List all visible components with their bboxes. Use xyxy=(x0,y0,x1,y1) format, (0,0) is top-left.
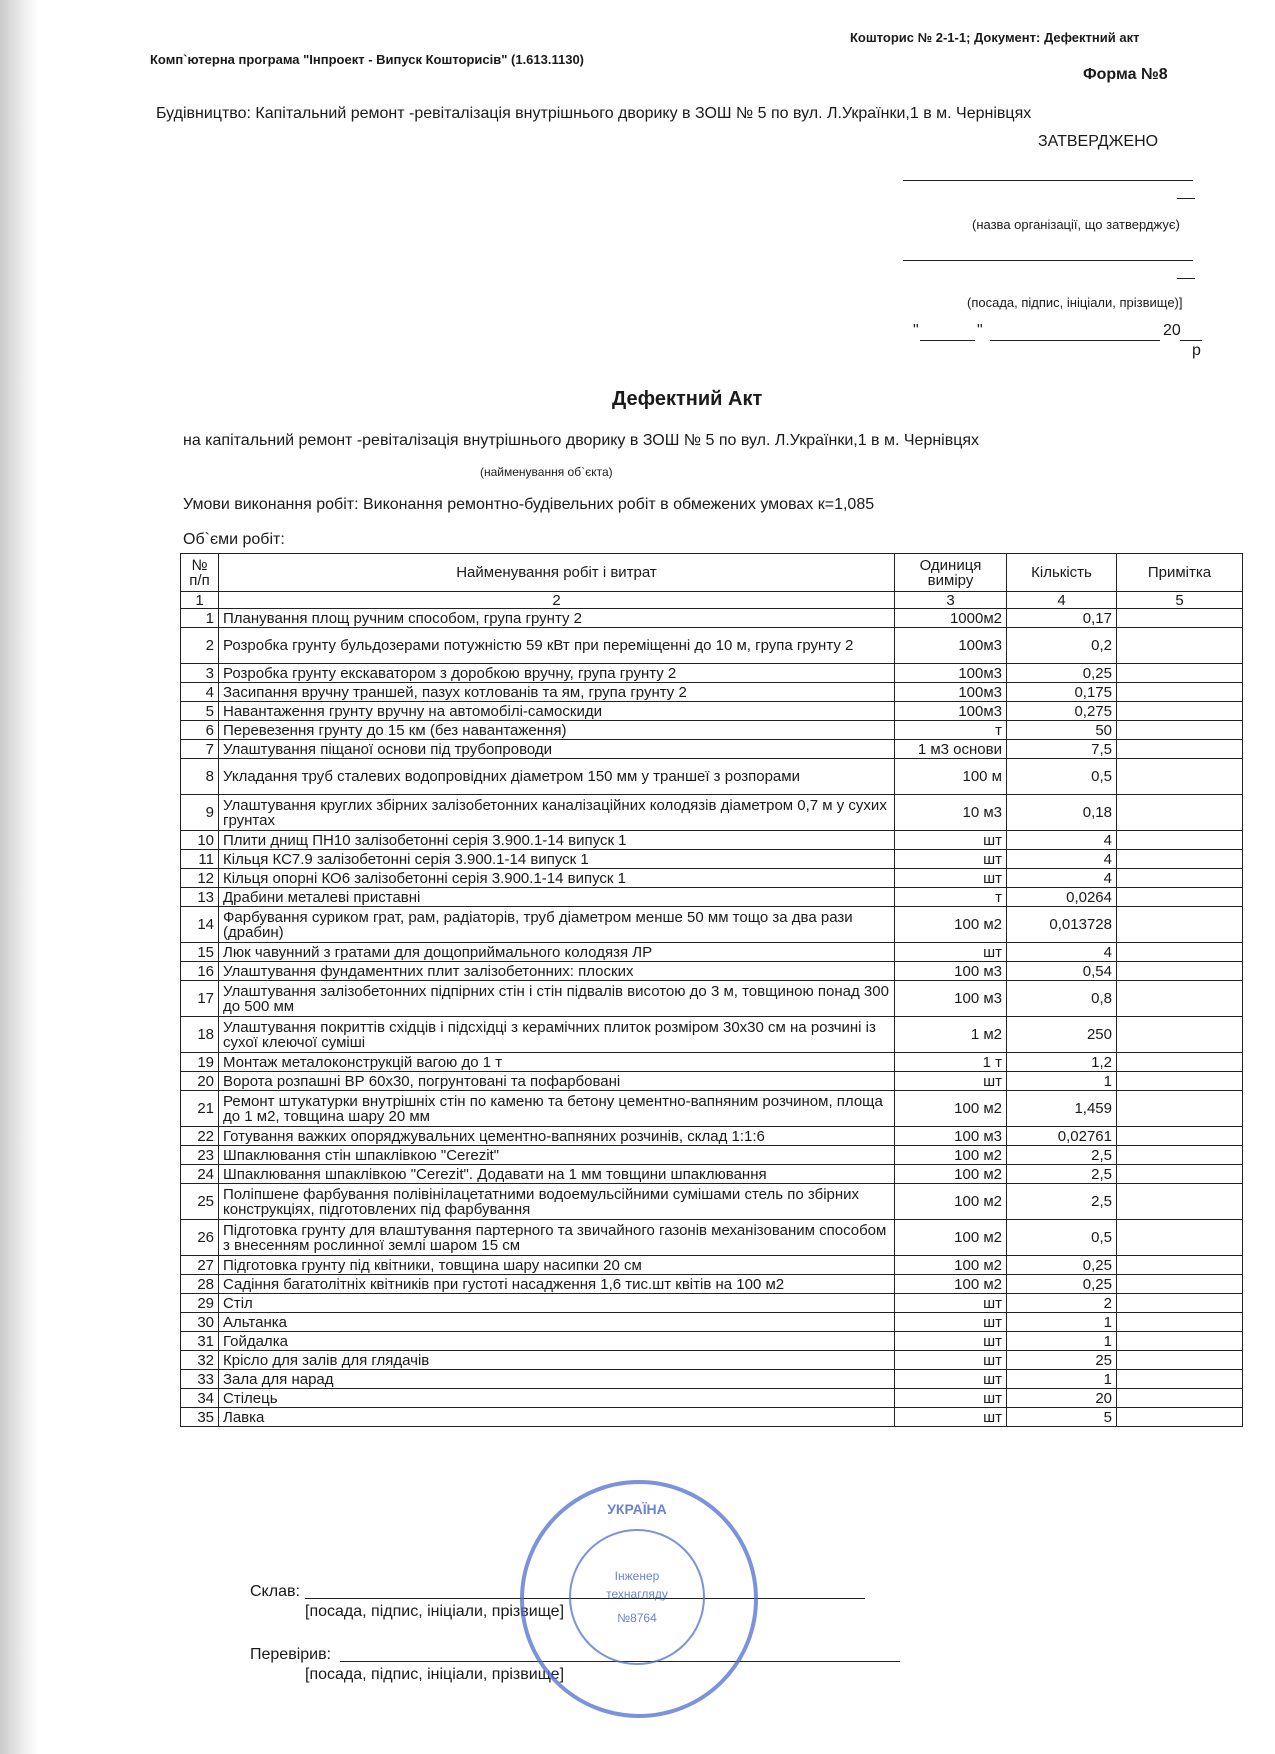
table-row xyxy=(181,664,1243,683)
row-work-name: Засипання вручну траншей, пазух котлованів та ям, група грунту 2 xyxy=(219,683,895,702)
row-number: 30 xyxy=(181,1313,219,1332)
row-unit: 100 м2 xyxy=(895,1146,1007,1165)
row-number: 19 xyxy=(181,1053,219,1072)
row-work-name: Готування важких опоряджувальних цементно-вапняних розчинів, склад 1:1:6 xyxy=(219,1127,895,1146)
row-work-name: Підготовка грунту під квітники, товщина шару насипки 20 см xyxy=(219,1256,895,1275)
row-number: 15 xyxy=(181,943,219,962)
approver-signature-line-end xyxy=(1177,278,1195,279)
colnum-5: 5 xyxy=(1117,592,1243,609)
row-work-name: Навантаження грунту вручну на автомобілі-самоскиди xyxy=(219,702,895,721)
table-row xyxy=(181,943,1243,962)
row-number: 23 xyxy=(181,1146,219,1165)
row-note xyxy=(1117,1351,1243,1370)
seal-line2: технагляду xyxy=(606,1587,668,1601)
table-row xyxy=(181,759,1243,795)
row-note xyxy=(1117,795,1243,831)
row-quantity: 0,2 xyxy=(1007,628,1117,664)
row-work-name: Улаштування залізобетонних підпірних стін і стін підвалів висотою до 3 м, товщиною понад 300 до 500 мм xyxy=(219,981,895,1017)
row-unit: 100м3 xyxy=(895,628,1007,664)
program-name: Комп`ютерна програма "Інпроект - Випуск Кошторисів" (1.613.1130) xyxy=(150,52,585,67)
row-number: 8 xyxy=(181,759,219,795)
row-quantity: 50 xyxy=(1007,721,1117,740)
row-quantity: 4 xyxy=(1007,869,1117,888)
row-work-name: Перевезення грунту до 15 км (без навантаження) xyxy=(219,721,895,740)
row-unit: 100 м2 xyxy=(895,1165,1007,1184)
document-title: Дефектний Акт xyxy=(612,388,763,410)
row-unit: шт xyxy=(895,1313,1007,1332)
row-work-name: Крісло для залів для глядачів xyxy=(219,1351,895,1370)
row-number: 12 xyxy=(181,869,219,888)
row-quantity: 0,013728 xyxy=(1007,907,1117,943)
row-unit: 100 м2 xyxy=(895,1275,1007,1294)
row-number: 25 xyxy=(181,1184,219,1220)
row-note xyxy=(1117,869,1243,888)
row-number: 14 xyxy=(181,907,219,943)
row-number: 22 xyxy=(181,1127,219,1146)
row-note xyxy=(1117,850,1243,869)
colnum-3: 3 xyxy=(895,592,1007,609)
volumes-label: Об`єми робіт: xyxy=(183,531,285,548)
row-quantity: 25 xyxy=(1007,1351,1117,1370)
row-unit: шт xyxy=(895,1370,1007,1389)
row-unit: шт xyxy=(895,943,1007,962)
row-work-name: Розробка грунту екскаватором з доробкою вручну, група грунту 2 xyxy=(219,664,895,683)
table-row xyxy=(181,1351,1243,1370)
checked-label: Перевірив: xyxy=(250,1646,332,1663)
row-number: 11 xyxy=(181,850,219,869)
row-work-name: Підготовка грунту для влаштування партерного та звичайного газонів механізованим способом з внесенням рослинної землі шаром 15 см xyxy=(219,1220,895,1256)
row-quantity: 0,0264 xyxy=(1007,888,1117,907)
row-quantity: 4 xyxy=(1007,850,1117,869)
row-quantity: 0,02761 xyxy=(1007,1127,1117,1146)
org-signature-line-end xyxy=(1177,198,1195,199)
document-reference: Кошторис № 2-1-1; Документ: Дефектний акт xyxy=(850,30,1140,45)
row-unit: 100 м2 xyxy=(895,907,1007,943)
form-number: Форма №8 xyxy=(1083,66,1168,83)
row-quantity: 0,54 xyxy=(1007,962,1117,981)
row-number: 31 xyxy=(181,1332,219,1351)
row-work-name: Драбини металеві приставні xyxy=(219,888,895,907)
row-work-name: Кільця КС7.9 залізобетонні серія 3.900.1-14 випуск 1 xyxy=(219,850,895,869)
row-unit: 10 м3 xyxy=(895,795,1007,831)
row-unit: шт xyxy=(895,850,1007,869)
row-number: 7 xyxy=(181,740,219,759)
table-row xyxy=(181,1091,1243,1127)
colnum-1: 1 xyxy=(181,592,219,609)
row-number: 13 xyxy=(181,888,219,907)
row-note xyxy=(1117,1294,1243,1313)
row-quantity: 2 xyxy=(1007,1294,1117,1313)
header-num: № п/п xyxy=(181,554,219,592)
table-header-row xyxy=(181,554,1243,592)
table-row xyxy=(181,1370,1243,1389)
row-unit: 100м3 xyxy=(895,702,1007,721)
page-edge-shadow xyxy=(0,0,40,1754)
row-quantity: 2,5 xyxy=(1007,1184,1117,1220)
row-note xyxy=(1117,962,1243,981)
row-number: 21 xyxy=(181,1091,219,1127)
row-unit: 100 м3 xyxy=(895,962,1007,981)
row-number: 29 xyxy=(181,1294,219,1313)
table-row xyxy=(181,721,1243,740)
table-row xyxy=(181,831,1243,850)
row-work-name: Зала для нарад xyxy=(219,1370,895,1389)
row-unit: 1 м2 xyxy=(895,1017,1007,1053)
table-row xyxy=(181,1220,1243,1256)
row-quantity: 0,5 xyxy=(1007,759,1117,795)
composed-hint: [посада, підпис, ініціали, прізвище] xyxy=(305,1603,565,1620)
composed-label: Склав: xyxy=(250,1583,300,1600)
work-conditions: Умови виконання робіт: Виконання ремонтно-будівельних робіт в обмежених умовах к=1,085 xyxy=(183,496,875,513)
row-quantity: 250 xyxy=(1007,1017,1117,1053)
object-hint: (найменування об`єкта) xyxy=(480,465,613,479)
row-work-name: Ремонт штукатурки внутрішніх стін по каменю та бетону цементно-вапняним розчином, площа до 1 м2, товщина шару 20 мм xyxy=(219,1091,895,1127)
row-quantity: 7,5 xyxy=(1007,740,1117,759)
seal-country: УКРАЇНА xyxy=(607,1501,667,1517)
row-number: 16 xyxy=(181,962,219,981)
row-number: 1 xyxy=(181,609,219,628)
date-month-line xyxy=(990,340,1160,341)
row-quantity: 4 xyxy=(1007,831,1117,850)
row-quantity: 4 xyxy=(1007,943,1117,962)
header-name: Найменування робіт і витрат xyxy=(219,554,895,592)
row-note xyxy=(1117,1389,1243,1408)
row-note xyxy=(1117,683,1243,702)
date-quote-close: " xyxy=(977,322,983,339)
row-unit: шт xyxy=(895,831,1007,850)
row-work-name: Планування площ ручним способом, група грунту 2 xyxy=(219,609,895,628)
table-row xyxy=(181,1256,1243,1275)
seal-inner-ring xyxy=(569,1501,705,1665)
row-note xyxy=(1117,1127,1243,1146)
date-quote-open: " xyxy=(913,322,919,339)
row-work-name: Стіл xyxy=(219,1294,895,1313)
row-note xyxy=(1117,1220,1243,1256)
row-number: 5 xyxy=(181,702,219,721)
header-unit: Одиниця виміру xyxy=(895,554,1007,592)
row-work-name: Шпаклювання стін шпаклівкою "Cerezit" xyxy=(219,1146,895,1165)
row-work-name: Улаштування покриттів східців і підсхідці з керамічних плиток розміром 30х30 см на розчині із сухої клеючої суміші xyxy=(219,1017,895,1053)
row-number: 3 xyxy=(181,664,219,683)
row-unit: 100 м xyxy=(895,759,1007,795)
seal-line1: Інженер xyxy=(614,1569,660,1583)
row-quantity: 2,5 xyxy=(1007,1165,1117,1184)
table-row xyxy=(181,702,1243,721)
defects-table xyxy=(180,553,1243,1427)
table-row xyxy=(181,740,1243,759)
row-quantity: 5 xyxy=(1007,1408,1117,1427)
row-note xyxy=(1117,1256,1243,1275)
checked-hint: [посада, підпис, ініціали, прізвище] xyxy=(305,1666,565,1683)
row-number: 28 xyxy=(181,1275,219,1294)
row-note xyxy=(1117,1408,1243,1427)
row-unit: 100м3 xyxy=(895,683,1007,702)
table-row xyxy=(181,1275,1243,1294)
row-unit: 100 м2 xyxy=(895,1091,1007,1127)
colnum-4: 4 xyxy=(1007,592,1117,609)
row-unit: т xyxy=(895,888,1007,907)
row-number: 26 xyxy=(181,1220,219,1256)
row-unit: 1 т xyxy=(895,1053,1007,1072)
row-work-name: Монтаж металоконструкцій вагою до 1 т xyxy=(219,1053,895,1072)
table-row xyxy=(181,683,1243,702)
table-row xyxy=(181,1017,1243,1053)
row-work-name: Садіння багатолітніх квітників при густоті насадження 1,6 тис.шт квітів на 100 м2 xyxy=(219,1275,895,1294)
row-quantity: 1 xyxy=(1007,1072,1117,1091)
row-note xyxy=(1117,721,1243,740)
table-row xyxy=(181,609,1243,628)
row-unit: 100 м2 xyxy=(895,1220,1007,1256)
row-note xyxy=(1117,888,1243,907)
table-row xyxy=(181,1072,1243,1091)
table-row xyxy=(181,869,1243,888)
table-row xyxy=(181,1184,1243,1220)
table-row xyxy=(181,1332,1243,1351)
date-r: р xyxy=(1192,342,1201,359)
row-number: 27 xyxy=(181,1256,219,1275)
row-number: 4 xyxy=(181,683,219,702)
row-work-name: Лавка xyxy=(219,1408,895,1427)
row-unit: 100 м2 xyxy=(895,1256,1007,1275)
table-body xyxy=(181,609,1243,1427)
row-quantity: 0,18 xyxy=(1007,795,1117,831)
row-number: 20 xyxy=(181,1072,219,1091)
row-quantity: 0,5 xyxy=(1007,1220,1117,1256)
date-year-line xyxy=(1180,340,1202,341)
row-unit: 100м3 xyxy=(895,664,1007,683)
table-row xyxy=(181,1389,1243,1408)
row-work-name: Укладання труб сталевих водопровідних діаметром 150 мм у траншеї з розпорами xyxy=(219,759,895,795)
row-number: 34 xyxy=(181,1389,219,1408)
construction-line: Будівництво: Капітальний ремонт -ревіталізація внутрішнього дворику в ЗОШ № 5 по вул. Л.Українки,1 в м. Чернівцях xyxy=(156,105,1032,122)
row-quantity: 0,175 xyxy=(1007,683,1117,702)
row-note xyxy=(1117,1165,1243,1184)
row-unit: 100 м3 xyxy=(895,981,1007,1017)
row-work-name: Фарбування суриком грат, рам, радіаторів, труб діаметром менше 50 мм тощо за два рази (драбин) xyxy=(219,907,895,943)
table-row xyxy=(181,850,1243,869)
table-row xyxy=(181,962,1243,981)
row-note xyxy=(1117,1146,1243,1165)
row-unit: шт xyxy=(895,1389,1007,1408)
row-note xyxy=(1117,907,1243,943)
table-row xyxy=(181,628,1243,664)
row-note xyxy=(1117,628,1243,664)
row-work-name: Ворота розпашні ВР 60х30, погрунтовані та пофарбовані xyxy=(219,1072,895,1091)
table-row xyxy=(181,1313,1243,1332)
row-note xyxy=(1117,943,1243,962)
date-year: 20 xyxy=(1163,322,1181,339)
row-unit: шт xyxy=(895,1072,1007,1091)
row-number: 33 xyxy=(181,1370,219,1389)
row-work-name: Улаштування фундаментних плит залізобетонних: плоских xyxy=(219,962,895,981)
row-note xyxy=(1117,1091,1243,1127)
row-number: 18 xyxy=(181,1017,219,1053)
row-note xyxy=(1117,609,1243,628)
org-signature-line xyxy=(903,180,1193,181)
row-unit: 100 м2 xyxy=(895,1184,1007,1220)
table-row xyxy=(181,888,1243,907)
row-quantity: 1 xyxy=(1007,1332,1117,1351)
row-work-name: Розробка грунту бульдозерами потужністю 59 кВт при переміщенні до 10 м, група грунту 2 xyxy=(219,628,895,664)
row-work-name: Люк чавунний з гратами для дощоприймального колодязя ЛР xyxy=(219,943,895,962)
row-work-name: Гойдалка xyxy=(219,1332,895,1351)
row-unit: шт xyxy=(895,1351,1007,1370)
row-note xyxy=(1117,664,1243,683)
row-work-name: Шпаклювання шпаклівкою "Cerezit". Додавати на 1 мм товщини шпаклювання xyxy=(219,1165,895,1184)
row-note xyxy=(1117,1275,1243,1294)
row-note xyxy=(1117,1017,1243,1053)
official-seal xyxy=(520,1480,758,1718)
row-unit: 100 м3 xyxy=(895,1127,1007,1146)
approver-signature-line xyxy=(903,260,1193,261)
row-number: 32 xyxy=(181,1351,219,1370)
row-quantity: 0,25 xyxy=(1007,1256,1117,1275)
row-quantity: 2,5 xyxy=(1007,1146,1117,1165)
row-unit: шт xyxy=(895,869,1007,888)
row-number: 10 xyxy=(181,831,219,850)
row-quantity: 1 xyxy=(1007,1313,1117,1332)
table-row xyxy=(181,907,1243,943)
approver-hint: (посада, підпис, ініціали, прізвище)] xyxy=(967,295,1183,310)
row-note xyxy=(1117,759,1243,795)
row-unit: шт xyxy=(895,1332,1007,1351)
row-unit: шт xyxy=(895,1408,1007,1427)
row-unit: 1 м3 основи xyxy=(895,740,1007,759)
row-number: 24 xyxy=(181,1165,219,1184)
row-note xyxy=(1117,831,1243,850)
row-work-name: Улаштування круглих збірних залізобетонних каналізаційних колодязів діаметром 0,7 м у сухих грунтах xyxy=(219,795,895,831)
header-qty: Кількість xyxy=(1007,554,1117,592)
row-number: 2 xyxy=(181,628,219,664)
row-quantity: 0,17 xyxy=(1007,609,1117,628)
table-row xyxy=(181,1165,1243,1184)
row-work-name: Плити днищ ПН10 залізобетонні серія 3.900.1-14 випуск 1 xyxy=(219,831,895,850)
approved-label: ЗАТВЕРДЖЕНО xyxy=(1038,133,1159,150)
table-row xyxy=(181,1146,1243,1165)
row-note xyxy=(1117,1332,1243,1351)
row-quantity: 0,25 xyxy=(1007,1275,1117,1294)
row-work-name: Стілець xyxy=(219,1389,895,1408)
row-quantity: 1 xyxy=(1007,1370,1117,1389)
row-quantity: 0,8 xyxy=(1007,981,1117,1017)
row-number: 9 xyxy=(181,795,219,831)
row-number: 6 xyxy=(181,721,219,740)
table-row xyxy=(181,1053,1243,1072)
table-row xyxy=(181,1127,1243,1146)
row-unit: шт xyxy=(895,1294,1007,1313)
header-note: Примітка xyxy=(1117,554,1243,592)
row-unit: т xyxy=(895,721,1007,740)
row-note xyxy=(1117,740,1243,759)
row-work-name: Кільця опорні КО6 залізобетонні серія 3.900.1-14 випуск 1 xyxy=(219,869,895,888)
row-quantity: 1,2 xyxy=(1007,1053,1117,1072)
table-colnum-row xyxy=(181,592,1243,609)
row-number: 35 xyxy=(181,1408,219,1427)
row-note xyxy=(1117,1072,1243,1091)
row-work-name: Альтанка xyxy=(219,1313,895,1332)
row-quantity: 20 xyxy=(1007,1389,1117,1408)
row-quantity: 1,459 xyxy=(1007,1091,1117,1127)
row-work-name: Улаштування піщаної основи під трубопроводи xyxy=(219,740,895,759)
row-note xyxy=(1117,1053,1243,1072)
row-note xyxy=(1117,1184,1243,1220)
colnum-2: 2 xyxy=(219,592,895,609)
seal-number: №8764 xyxy=(617,1611,657,1625)
row-quantity: 0,25 xyxy=(1007,664,1117,683)
table-row xyxy=(181,1294,1243,1313)
table-row xyxy=(181,1408,1243,1427)
row-work-name: Поліпшене фарбування полівінілацетатними водоемульсійними сумішами стель по збірних конструкціях, підготовлених під фарбування xyxy=(219,1184,895,1220)
table-row xyxy=(181,795,1243,831)
date-day-line xyxy=(920,340,975,341)
row-number: 17 xyxy=(181,981,219,1017)
row-note xyxy=(1117,1370,1243,1389)
row-unit: 1000м2 xyxy=(895,609,1007,628)
table-row xyxy=(181,981,1243,1017)
row-quantity: 0,275 xyxy=(1007,702,1117,721)
document-subtitle: на капітальний ремонт -ревіталізація внутрішнього дворику в ЗОШ № 5 по вул. Л.Українки,1 в м. Чернівцях xyxy=(183,432,980,449)
row-note xyxy=(1117,702,1243,721)
row-note xyxy=(1117,1313,1243,1332)
org-hint: (назва організації, що затверджує) xyxy=(972,217,1180,232)
row-note xyxy=(1117,981,1243,1017)
